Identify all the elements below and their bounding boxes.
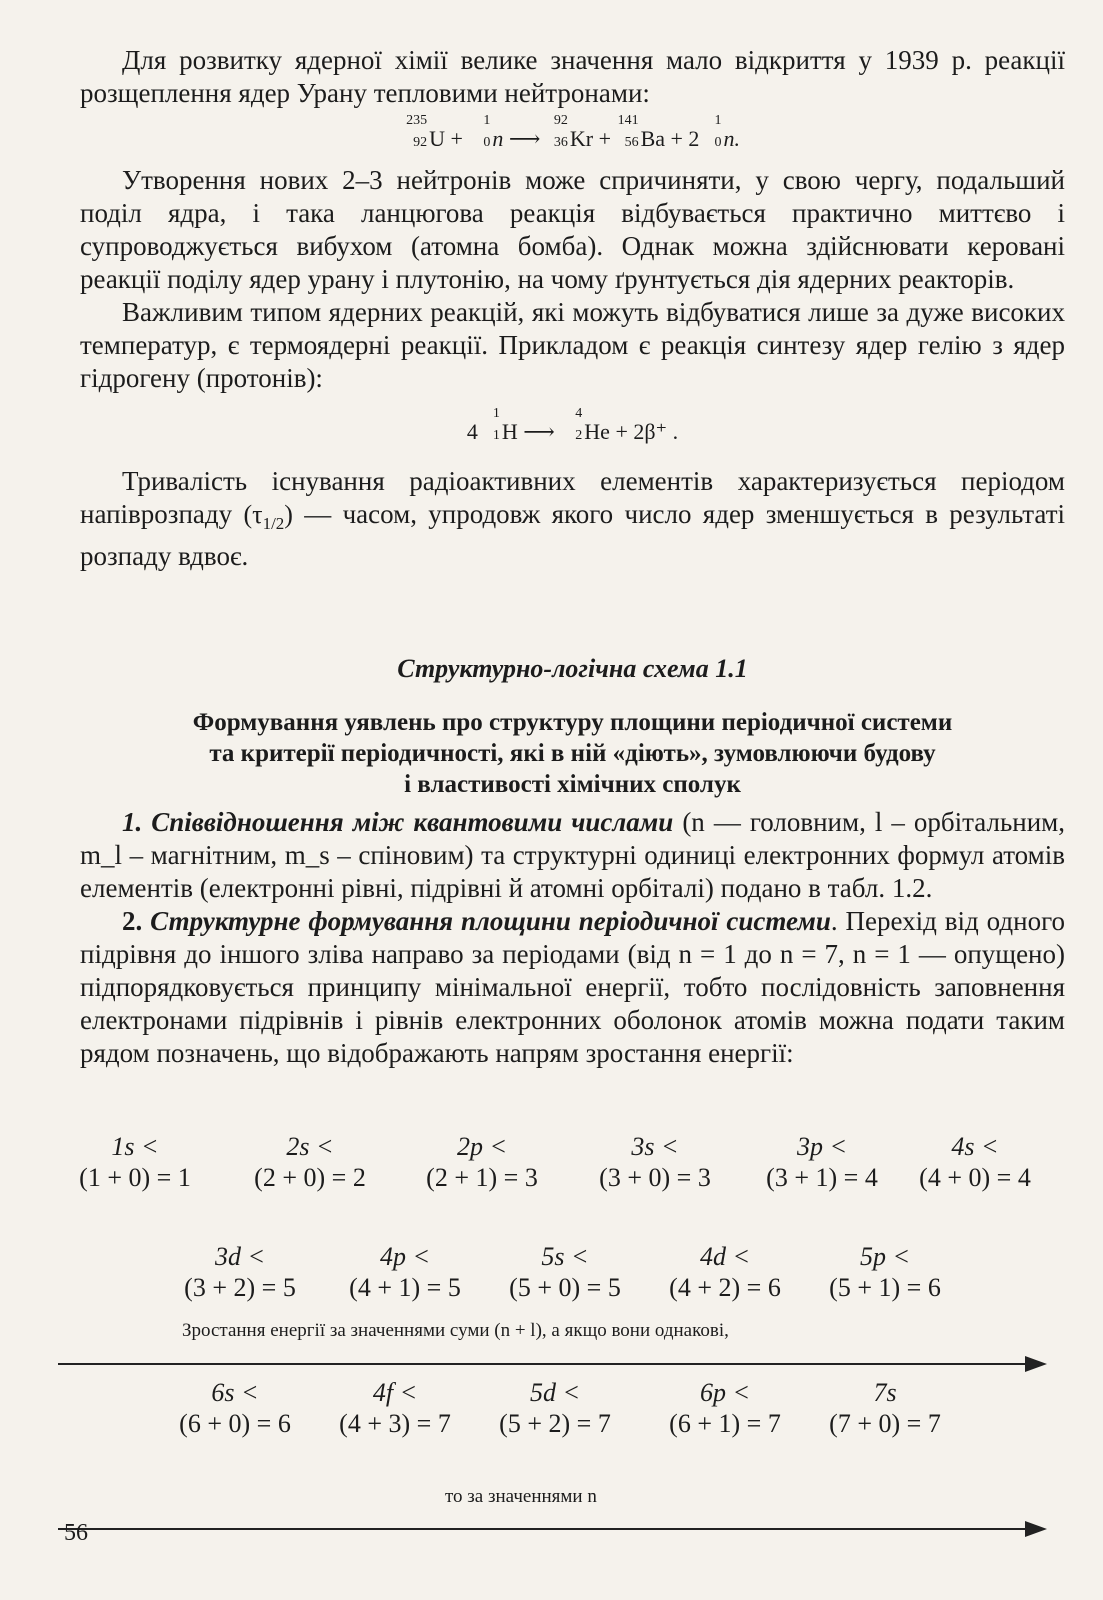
sequence-item: 5d < (5 + 2) = 7 xyxy=(499,1378,611,1438)
page-number: 56 xyxy=(64,1520,88,1546)
reaction-arrow-icon: ⟶ xyxy=(523,419,555,444)
fusion-equation: 4 1 1 H ⟶ 4 2 He + 2β⁺ . xyxy=(80,417,1065,447)
sequence-item: 3s < (3 + 0) = 3 xyxy=(599,1132,711,1192)
arrow-caption-sum: Зростання енергії за значеннями суми (n + l), а якщо вони однакові, xyxy=(182,1320,729,1341)
scheme-item-2: 2. Структурне формування площини періодичної системи. Перехід від одного підрівня до іншого зліва направо за періодами (від n = 1 до n = 7, n = 1 — опущено) підпорядковується принципу мінімальної енергії, тобто послідовність заповнення електронами підрівнів і рівнів електронних оболонок атомів можна подати таким рядом позначень, що відображають напрям зростання енергії: xyxy=(80,906,1065,1068)
scheme-title: Формування уявлень про структуру площини періодичної системи та критерії періодичності, які в ній «діють», зумовлюючи будову і властивості хімічних сполук xyxy=(192,709,953,798)
nuclide-neutron-product: 1 0 n. xyxy=(714,113,740,151)
half-life-symbol: $(\tau_{1/2})$ xyxy=(243,500,293,534)
scheme-caption: Структурно-логічна схема 1.1 xyxy=(397,654,748,683)
sequence-item: 2p < (2 + 1) = 3 xyxy=(426,1132,538,1192)
nuclide-uranium: 235 92 U xyxy=(406,113,445,151)
energy-arrow xyxy=(58,1528,1043,1530)
scheme-item-1: 1. Співвідношення між квантовими числами (n — головним, l – орбітальним, m_l – магнітним, m_s – спіновим) та структурні одиниці електронних формул атомів елементів (електронні рівні, підрівні й атомні орбіталі) подано в табл. 1.2. xyxy=(80,807,1066,903)
sequence-item: 6p < (6 + 1) = 7 xyxy=(669,1378,781,1438)
arrow-right-icon xyxy=(1025,1356,1047,1372)
nuclide-barium: 141 56 Ba xyxy=(617,113,666,151)
paragraph-thermonuclear: Важливим типом ядерних реакцій, які можуть відбуватися лише за дуже високих температур, є термоядерні реакції. Прикладом є реакція синтезу ядер гелію з ядер гідрогену (протонів): xyxy=(80,297,1065,393)
sequence-item: 4p < (4 + 1) = 5 xyxy=(349,1242,461,1302)
arrow-caption-n: то за значеннями n xyxy=(445,1486,597,1507)
sequence-item: 3p < (3 + 1) = 4 xyxy=(766,1132,878,1192)
nuclide-krypton: 92 36 Kr xyxy=(553,113,594,151)
sequence-item: 6s < (6 + 0) = 6 xyxy=(179,1378,291,1438)
sequence-item: 4s < (4 + 0) = 4 xyxy=(919,1132,1031,1192)
nuclide-helium: 4 2 He xyxy=(575,406,610,444)
sequence-item: 4d < (4 + 2) = 6 xyxy=(669,1242,781,1302)
sequence-item: 2s < (2 + 0) = 2 xyxy=(254,1132,366,1192)
nuclide-neutron: 1 0 n xyxy=(483,113,504,151)
paragraph-uranium-fission: Для розвитку ядерної хімії велике значення мало відкриття у 1939 р. реакції розщеплення ядер Урану тепловими нейтронами: xyxy=(80,45,1065,108)
sequence-item: 4f < (4 + 3) = 7 xyxy=(339,1378,451,1438)
nuclide-hydrogen: 1 1 H xyxy=(492,406,518,444)
energy-arrow xyxy=(58,1363,1043,1365)
sequence-item: 5p < (5 + 1) = 6 xyxy=(829,1242,941,1302)
reaction-arrow-icon: ⟶ xyxy=(508,126,541,151)
scheme-section xyxy=(80,652,1065,1070)
sequence-item: 7s (7 + 0) = 7 xyxy=(829,1378,941,1438)
fission-equation: 235 92 U + 1 0 n ⟶ 92 36 Kr + 141 56 Ba + 2 1 0 n. xyxy=(80,124,1065,154)
text-block-top xyxy=(80,44,1065,573)
arrow-right-icon xyxy=(1025,1521,1047,1537)
sequence-item: 1s < (1 + 0) = 1 xyxy=(79,1132,191,1192)
sequence-item: 3d < (3 + 2) = 5 xyxy=(184,1242,296,1302)
sequence-item: 5s < (5 + 0) = 5 xyxy=(509,1242,621,1302)
paragraph-chain-reaction: Утворення нових 2–3 нейтронів може спричиняти, у свою чергу, подальший поділ ядра, і така ланцюгова реакція відбувається практично миттєво і супроводжується вибухом (атомна бомба). Однак можна здійснювати керовані реакції поділу ядер урану і плутонію, на чому ґрунтується дія ядерних реакторів. xyxy=(80,165,1065,294)
paragraph-half-life: Тривалість існування радіоактивних елементів характеризується періодом напіврозпаду $(\tau_{1/2})$ — часом, упродовж якого число ядер зменшується в результаті розпаду вдвоє. xyxy=(80,466,1065,572)
